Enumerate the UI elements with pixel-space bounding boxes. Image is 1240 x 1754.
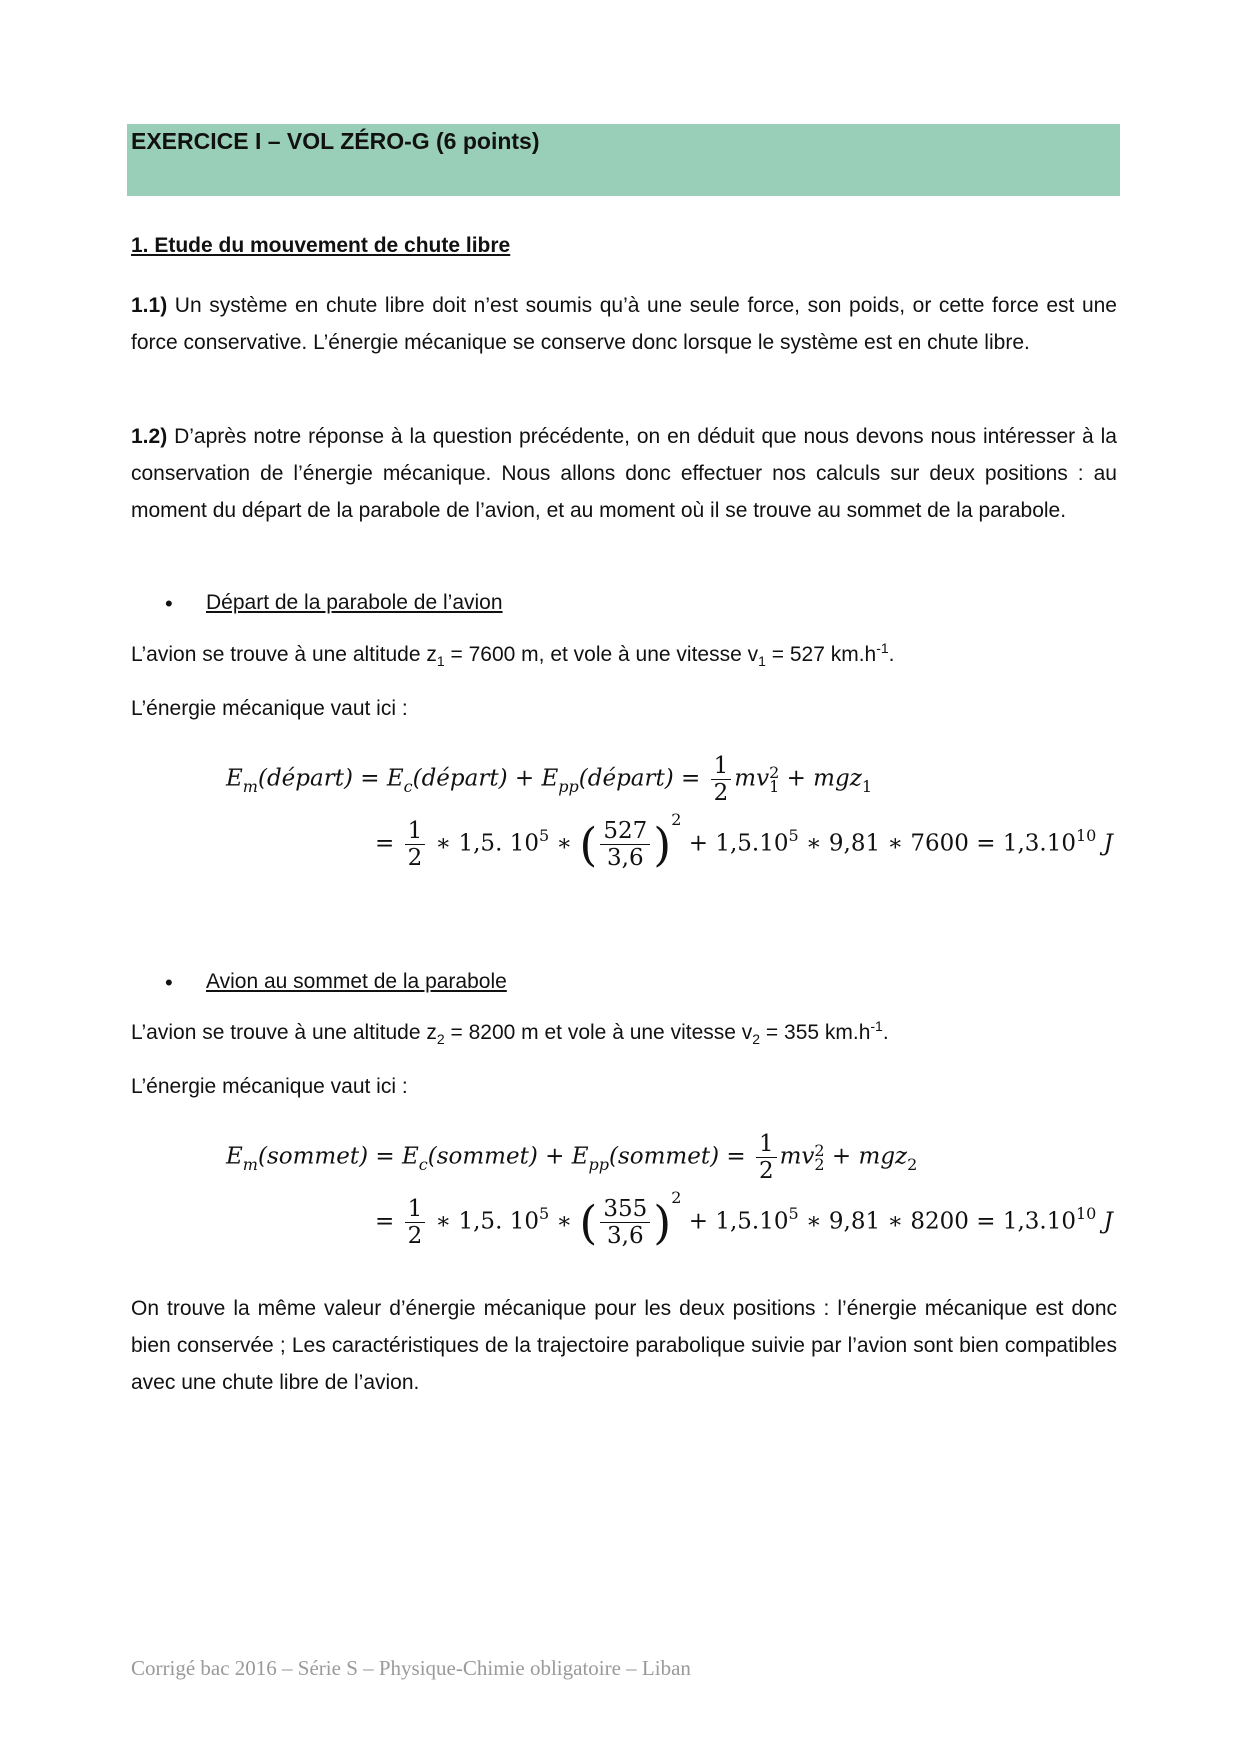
section-heading: 1. Etude du mouvement de chute libre <box>131 234 511 257</box>
fraction-velocity: $\frac{527}{3,6}$ <box>600 818 650 871</box>
sommet-equation-2: = $\frac{1}{2}$ ∗ 1,5. $10^5$ ∗ ( $\frac{355}{3,6}$ )$^2 + 1,5.10^5$ ∗ 9,81 ∗ $8200 = 1,3.10^{10}$ J <box>375 1187 1113 1250</box>
fraction-half: $\frac{1}{2}$ <box>405 818 426 871</box>
page-footer: Corrigé bac 2016 – Série S – Physique-Chimie obligatoire – Liban <box>131 1656 691 1680</box>
fraction-half: $\frac{1}{2}$ <box>405 1196 426 1249</box>
sommet-equation-1: $E_m(sommet)$ = $E_c(sommet)$ + $E_{pp}(sommet)$ = $\frac{1}{2}$ mv 2 2 + mgz$_2$ <box>226 1131 918 1184</box>
answer-1-2-label: 1.2) <box>131 425 168 448</box>
exercise-title: EXERCICE I – VOL ZÉRO-G (6 points) <box>131 128 540 154</box>
answer-1-1-label: 1.1) <box>131 294 168 317</box>
depart-equation-2: = $\frac{1}{2}$ ∗ 1,5. $10^5$ ∗ ( $\frac{527}{3,6}$ )$^2 + 1,5.10^5$ ∗ 9,81 ∗ $7600 = 1,3.10^{10}$ J <box>375 809 1113 872</box>
answer-1-2 <box>131 418 1117 529</box>
depart-altitude-line: L’avion se trouve à une altitude $z_1 = 7600$ m, et vole à une vitesse $v_1 = 527$ $km.h^{-1}$. <box>131 640 895 670</box>
sommet-energy-label: L’énergie mécanique vaut ici : <box>131 1075 408 1098</box>
bullet-dot: • <box>165 970 173 995</box>
bullet-sommet-heading: Avion au sommet de la parabole <box>206 970 507 993</box>
answer-1-1 <box>131 287 1117 361</box>
depart-energy-label: L’énergie mécanique vaut ici : <box>131 697 408 720</box>
answer-1-2-text: D’après notre réponse à la question précédente, on en déduit que nous devons nous intéresser à la conservation de l’énergie mécanique. Nous allons donc effectuer nos calculs sur deux positions : au moment du départ de la parabole de l’avion, et au moment où il se trouve au sommet de la parabole. <box>131 425 1117 522</box>
answer-1-1-text: Un système en chute libre doit n’est soumis qu’à une seule force, son poids, or cette force est une force conservative. L’énergie mécanique se conserve donc lorsque le système est en chute libre. <box>131 294 1117 354</box>
fraction-velocity: $\frac{355}{3,6}$ <box>600 1196 650 1249</box>
bullet-dot: • <box>165 591 173 616</box>
conclusion-paragraph: On trouve la même valeur d’énergie mécanique pour les deux positions : l’énergie mécanique est donc bien conservée ; Les caractéristiques de la trajectoire parabolique suivie par l’avion sont bien compatibles avec une chute libre de l’avion. <box>131 1297 1117 1394</box>
depart-equation-1: $E_m(départ)$ = $E_c(départ)$ + $E_{pp}(départ)$ = $\frac{1}{2}$ mv 2 1 + mgz$_1$ <box>226 753 873 806</box>
fraction-half: $\frac{1}{2}$ <box>711 753 732 806</box>
bullet-depart-heading: Départ de la parabole de l’avion <box>206 591 503 614</box>
exercise-title-banner <box>127 124 1120 196</box>
fraction-half: $\frac{1}{2}$ <box>756 1131 777 1184</box>
sommet-altitude-line: L’avion se trouve à une altitude $z_2 = 8200$ m et vole à une vitesse $v_2 = 355$ $km.h^{-1}$. <box>131 1018 889 1048</box>
